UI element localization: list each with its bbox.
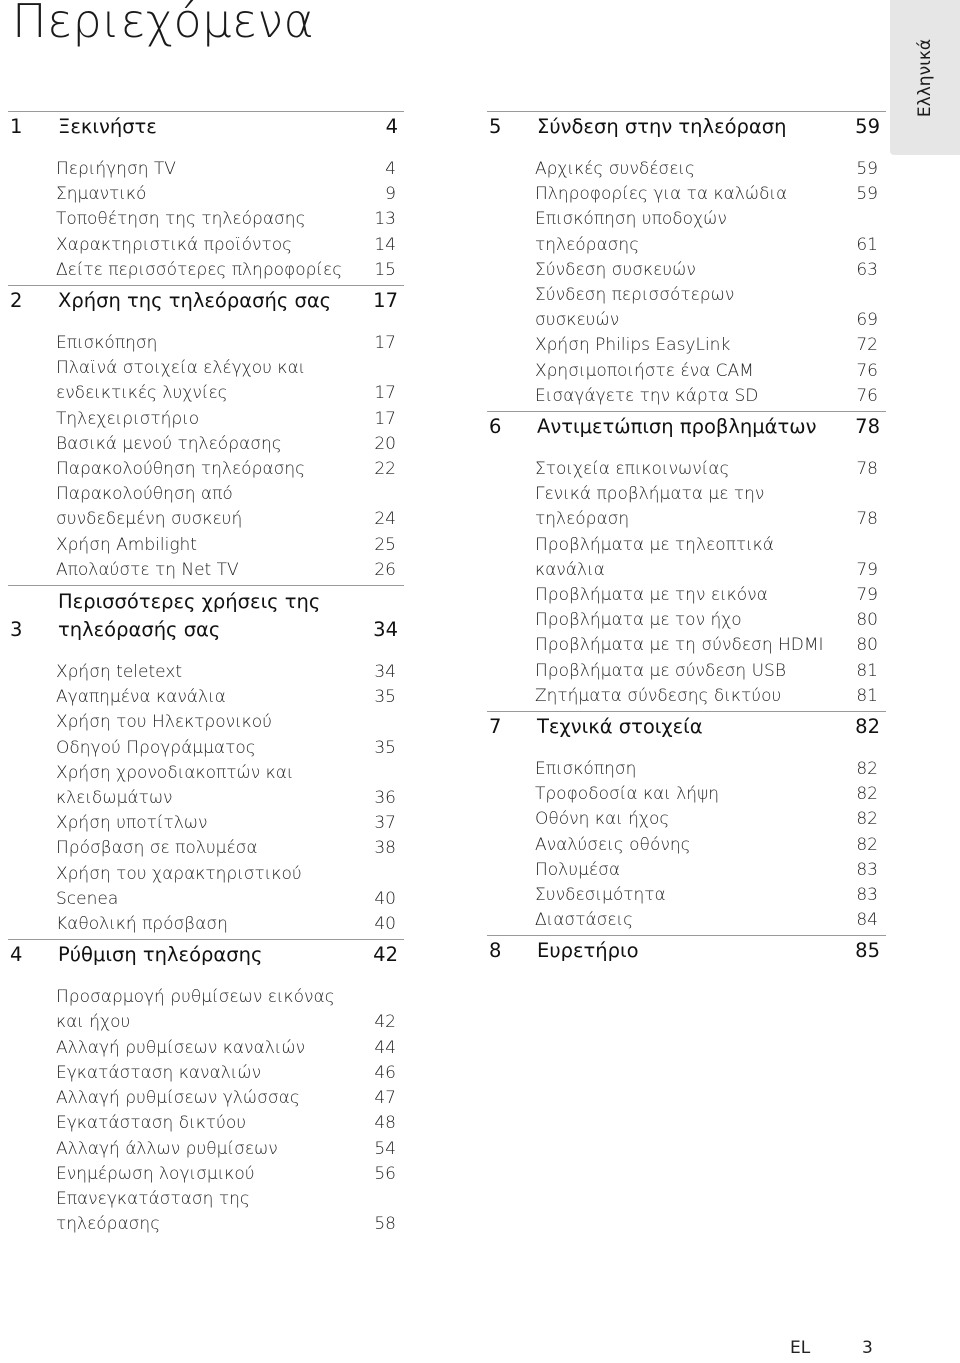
section-title: Περισσότερες χρήσεις της τηλεόρασής σας — [58, 590, 321, 642]
toc-entry-title: Βασικά μενού τηλεόρασης — [56, 433, 282, 454]
toc-entry-page-number: 42 — [374, 1012, 396, 1033]
toc-entry-page-number: 76 — [856, 360, 878, 381]
section-page-number: 42 — [373, 943, 398, 967]
toc-right-column — [487, 111, 886, 965]
toc-entry-page-number: 69 — [856, 310, 878, 331]
section-page-number: 59 — [855, 115, 880, 138]
toc-entry-title: Εισαγάγετε την κάρτα SD — [535, 385, 759, 406]
toc-entry-page-number: 72 — [856, 335, 878, 356]
toc-section — [487, 411, 886, 711]
toc-entry[interactable] — [56, 157, 404, 182]
toc-entry-page-number: 35 — [374, 737, 396, 758]
toc-entry[interactable] — [56, 862, 404, 912]
toc-entry-page-number: 82 — [856, 784, 878, 805]
toc-entry[interactable] — [56, 660, 404, 685]
section-title: Ρύθμιση τηλεόρασης — [58, 943, 263, 967]
toc-entry-page-number: 83 — [856, 859, 878, 880]
toc-section-heading[interactable] — [487, 711, 886, 741]
toc-entry-page-number: 14 — [374, 234, 396, 255]
toc-entry-page-number: 63 — [856, 259, 878, 280]
toc-entry-page-number: 81 — [856, 685, 878, 706]
toc-entry[interactable] — [535, 283, 886, 333]
toc-entry-title: Πρόσβαση σε πολυμέσα — [56, 838, 258, 859]
toc-entry-page-number: 40 — [374, 914, 396, 935]
toc-entry-title: Προσαρμογή ρυθμίσεων εικόνας και ήχου — [56, 987, 335, 1033]
toc-entry-title: Αγαπημένα κανάλια — [56, 687, 226, 708]
toc-entry-title: Τροφοδοσία και λήψη — [535, 784, 720, 805]
toc-entry-page-number: 15 — [374, 259, 396, 280]
toc-section — [487, 935, 886, 965]
toc-entry-page-number: 82 — [856, 809, 878, 830]
toc-entry-page-number: 4 — [385, 159, 396, 179]
toc-entry[interactable] — [56, 233, 404, 258]
toc-entry-title: Χρήση του χαρακτηριστικού Scenea — [56, 863, 302, 909]
toc-entry-title: Συνδεσιμότητα — [535, 885, 666, 906]
section-page-number: 82 — [855, 715, 880, 739]
toc-entry-title: Τοποθέτηση της τηλεόρασης — [56, 209, 306, 230]
toc-entry-title: Χαρακτηριστικά προϊόντος — [56, 234, 293, 255]
toc-entry-page-number: 79 — [856, 559, 878, 580]
toc-entry-page-number: 47 — [374, 1088, 396, 1109]
toc-entry[interactable] — [56, 258, 404, 283]
toc-section — [487, 111, 886, 411]
toc-section-heading[interactable] — [8, 285, 404, 315]
toc-entry-page-number: 26 — [374, 559, 396, 580]
toc-entry-page-number: 24 — [374, 509, 396, 530]
toc-entry-page-number: 82 — [856, 834, 878, 855]
toc-entry-page-number: 40 — [374, 888, 396, 909]
toc-entry-list — [8, 315, 404, 585]
toc-entry[interactable] — [56, 407, 404, 432]
toc-entry-title: Τηλεχειριστήριο — [56, 408, 200, 429]
toc-entry-page-number: 37 — [374, 813, 396, 834]
footer-page-number: 3 — [862, 1338, 873, 1358]
section-number: 7 — [489, 715, 502, 739]
toc-entry[interactable] — [535, 684, 886, 709]
toc-entry[interactable] — [535, 182, 886, 207]
toc-entry[interactable] — [535, 807, 886, 832]
toc-entry[interactable] — [56, 811, 404, 836]
toc-entry-title: Σύνδεση συσκευών — [535, 259, 696, 280]
toc-entry-title: Σύνδεση περισσότερων συσκευών — [535, 285, 735, 331]
toc-entry[interactable] — [56, 182, 404, 207]
toc-entry[interactable] — [56, 457, 404, 482]
toc-entry-title: Διαστάσεις — [535, 910, 634, 931]
toc-entry-list — [8, 644, 404, 939]
toc-entry-page-number: 78 — [856, 509, 878, 530]
toc-entry-list — [8, 141, 404, 285]
toc-entry-title: Σημαντικό — [56, 184, 147, 205]
toc-entry-list — [487, 441, 886, 711]
toc-entry[interactable] — [535, 757, 886, 782]
toc-entry[interactable] — [56, 356, 404, 406]
toc-entry-title: Χρήση του Ηλεκτρονικού Οδηγού Προγράμματος — [56, 712, 273, 758]
toc-entry-title: Στοιχεία επικοινωνίας — [535, 459, 730, 480]
toc-entry[interactable] — [535, 157, 886, 182]
toc-entry[interactable] — [535, 482, 886, 532]
toc-entry[interactable] — [56, 1061, 404, 1086]
toc-entry-title: Αλλαγή ρυθμίσεων καναλιών — [56, 1037, 306, 1058]
toc-section-heading[interactable] — [487, 111, 886, 141]
toc-entry[interactable] — [56, 432, 404, 457]
toc-entry[interactable] — [56, 207, 404, 232]
toc-entry-title: Εγκατάσταση καναλιών — [56, 1062, 262, 1083]
section-page-number: 85 — [855, 939, 880, 963]
toc-entry-list — [8, 969, 404, 1239]
toc-entry-page-number: 76 — [856, 385, 878, 406]
toc-entry-title: Αλλαγή άλλων ρυθμίσεων — [56, 1138, 278, 1159]
toc-entry[interactable] — [535, 384, 886, 409]
toc-entry-page-number: 17 — [374, 333, 396, 354]
toc-entry-page-number: 61 — [856, 234, 878, 255]
toc-entry-title: Χρήση Philips EasyLink — [535, 335, 731, 356]
toc-entry-page-number: 22 — [374, 459, 396, 480]
toc-entry[interactable] — [535, 633, 886, 658]
toc-section — [8, 939, 404, 1239]
toc-entry-page-number: 9 — [385, 184, 396, 205]
toc-entry-title: Χρήση χρονοδιακοπτών και κλειδωμάτων — [56, 762, 294, 809]
toc-entry[interactable] — [56, 1162, 404, 1187]
toc-entry[interactable] — [535, 908, 886, 933]
toc-entry-page-number: 59 — [856, 159, 878, 179]
toc-section — [8, 285, 404, 585]
toc-entry-title: Χρησιμοποιήστε ένα CAM — [535, 360, 754, 381]
toc-entry[interactable] — [535, 659, 886, 684]
toc-entry-title: Χρήση Ambilight — [56, 534, 197, 555]
toc-left-column — [8, 111, 404, 1239]
toc-section-heading[interactable] — [8, 111, 404, 141]
toc-entry-title: Επανεγκατάσταση της τηλεόρασης — [56, 1188, 250, 1235]
toc-entry-page-number: 59 — [856, 184, 878, 205]
toc-entry[interactable] — [56, 558, 404, 583]
toc-entry-page-number: 58 — [374, 1214, 396, 1235]
toc-entry[interactable] — [535, 333, 886, 358]
toc-entry-title: Χρήση teletext — [56, 662, 183, 683]
toc-entry[interactable] — [535, 359, 886, 384]
toc-entry-list — [487, 741, 886, 935]
toc-entry-title: Προβλήματα με σύνδεση USB — [535, 660, 786, 681]
toc-entry-page-number: 80 — [856, 635, 878, 656]
toc-entry-title: Προβλήματα με τη σύνδεση HDMI — [535, 635, 824, 656]
section-title: Σύνδεση στην τηλεόραση — [537, 115, 787, 138]
toc-entry[interactable] — [535, 608, 886, 633]
page-title: Περιεχόμενα — [12, 0, 315, 48]
toc-entry-title: Δείτε περισσότερες πληροφορίες — [56, 259, 343, 280]
toc-entry[interactable] — [535, 858, 886, 883]
toc-entry-page-number: 38 — [374, 838, 396, 859]
toc-entry-page-number: 83 — [856, 885, 878, 906]
toc-section-heading[interactable] — [8, 939, 404, 969]
toc-entry-page-number: 78 — [856, 459, 878, 480]
toc-entry-page-number: 82 — [856, 759, 878, 780]
toc-entry-page-number: 48 — [374, 1113, 396, 1134]
toc-entry[interactable] — [56, 331, 404, 356]
toc-entry-title: Εγκατάσταση δικτύου — [56, 1113, 247, 1134]
toc-entry[interactable] — [56, 685, 404, 710]
section-page-number: 4 — [385, 115, 398, 138]
toc-entry-title: Προβλήματα με τον ήχο — [535, 610, 742, 631]
toc-entry-title: Επισκόπηση — [535, 759, 637, 780]
footer-language-code: EL — [790, 1338, 811, 1358]
toc-entry[interactable] — [56, 533, 404, 558]
section-title: Ξεκινήστε — [58, 115, 157, 138]
toc-entry-page-number: 13 — [374, 209, 396, 230]
toc-entry[interactable] — [535, 883, 886, 908]
toc-section — [8, 585, 404, 939]
toc-section-heading[interactable] — [487, 411, 886, 441]
toc-entry-title: Χρήση υποτίτλων — [56, 813, 208, 834]
toc-entry-title: Προβλήματα με την εικόνα — [535, 585, 768, 606]
toc-entry[interactable] — [56, 1111, 404, 1136]
toc-entry-title: Απολαύστε τη Net TV — [56, 559, 239, 580]
toc-entry-page-number: 79 — [856, 585, 878, 606]
toc-entry[interactable] — [56, 761, 404, 811]
toc-entry-page-number: 56 — [374, 1163, 396, 1184]
toc-entry-title: Αρχικές συνδέσεις — [535, 159, 695, 179]
toc-entry-title: Αλλαγή ρυθμίσεων γλώσσας — [56, 1088, 300, 1109]
toc-entry-page-number: 46 — [374, 1062, 396, 1083]
toc-entry[interactable] — [535, 207, 886, 257]
toc-entry[interactable] — [56, 836, 404, 861]
toc-entry[interactable] — [535, 457, 886, 482]
toc-entry-title: Παρακολούθηση από συνδεδεμένη συσκευή — [56, 484, 243, 530]
toc-entry-page-number: 20 — [374, 433, 396, 454]
section-number: 1 — [10, 115, 23, 138]
toc-entry-page-number: 54 — [374, 1138, 396, 1159]
toc-section-heading[interactable] — [8, 585, 404, 644]
toc-entry-page-number: 34 — [374, 662, 396, 683]
toc-entry[interactable] — [56, 710, 404, 760]
toc-entry[interactable] — [56, 912, 404, 937]
section-number: 6 — [489, 415, 502, 439]
toc-entry-title: Προβλήματα με τηλεοπτικά κανάλια — [535, 534, 774, 580]
toc-entry[interactable] — [56, 482, 404, 532]
toc-entry-title: Ζητήματα σύνδεσης δικτύου — [535, 685, 782, 706]
toc-entry-title: Πληροφορίες για τα καλώδια — [535, 184, 788, 205]
toc-entry-page-number: 35 — [374, 687, 396, 708]
toc-entry-title: Επισκόπηση — [56, 333, 158, 354]
toc-entry-title: Επισκόπηση υποδοχών τηλεόρασης — [535, 209, 727, 255]
toc-entry-list — [487, 141, 886, 411]
section-title: Χρήση της τηλεόρασής σας — [58, 289, 332, 313]
section-number: 2 — [10, 289, 23, 313]
toc-entry[interactable] — [535, 533, 886, 583]
language-tab — [890, 0, 960, 155]
section-page-number: 17 — [373, 289, 398, 313]
toc-entry-page-number: 25 — [374, 534, 396, 555]
toc-entry[interactable] — [56, 985, 404, 1035]
toc-entry[interactable] — [56, 1187, 404, 1237]
section-number: 4 — [10, 943, 23, 967]
toc-entry-page-number: 44 — [374, 1037, 396, 1058]
section-number: 8 — [489, 939, 502, 963]
toc-section — [487, 711, 886, 935]
toc-entry-page-number: 80 — [856, 610, 878, 631]
toc-entry-title: Παρακολούθηση τηλεόρασης — [56, 459, 306, 480]
toc-entry-title: Ενημέρωση λογισμικού — [56, 1163, 255, 1184]
toc-entry-title: Γενικά προβλήματα με την τηλεόραση — [535, 484, 765, 530]
toc-entry-title: Οθόνη και ήχος — [535, 809, 670, 830]
language-tab-label: Ελληνικά — [915, 38, 935, 117]
toc-entry[interactable] — [56, 1137, 404, 1162]
toc-entry-title: Περιήγηση TV — [56, 159, 176, 179]
toc-entry[interactable] — [56, 1086, 404, 1111]
toc-section-heading[interactable] — [487, 935, 886, 965]
section-page-number: 78 — [855, 415, 880, 439]
section-number: 5 — [489, 115, 502, 138]
toc-entry[interactable] — [56, 1036, 404, 1061]
toc-entry[interactable] — [535, 782, 886, 807]
toc-section — [8, 111, 404, 285]
section-title: Αντιμετώπιση προβλημάτων — [537, 415, 817, 439]
toc-entry[interactable] — [535, 258, 886, 283]
section-title: Τεχνικά στοιχεία — [537, 715, 703, 739]
toc-entry[interactable] — [535, 583, 886, 608]
toc-entry-title: Αναλύσεις οθόνης — [535, 834, 691, 855]
toc-entry-page-number: 17 — [374, 383, 396, 404]
toc-entry-page-number: 84 — [856, 910, 878, 931]
section-number: 3 — [10, 618, 23, 642]
toc-entry-page-number: 36 — [374, 788, 396, 809]
section-page-number: 34 — [373, 618, 398, 642]
toc-entry-page-number: 81 — [856, 660, 878, 681]
section-title: Ευρετήριο — [537, 939, 639, 963]
toc-entry-title: Καθολική πρόσβαση — [56, 914, 228, 935]
toc-entry-title: Πλαϊνά στοιχεία ελέγχου και ενδεικτικές λυχνίες — [56, 358, 306, 404]
toc-entry-page-number: 17 — [374, 408, 396, 429]
toc-entry-title: Πολυμέσα — [535, 859, 621, 880]
toc-entry[interactable] — [535, 833, 886, 858]
